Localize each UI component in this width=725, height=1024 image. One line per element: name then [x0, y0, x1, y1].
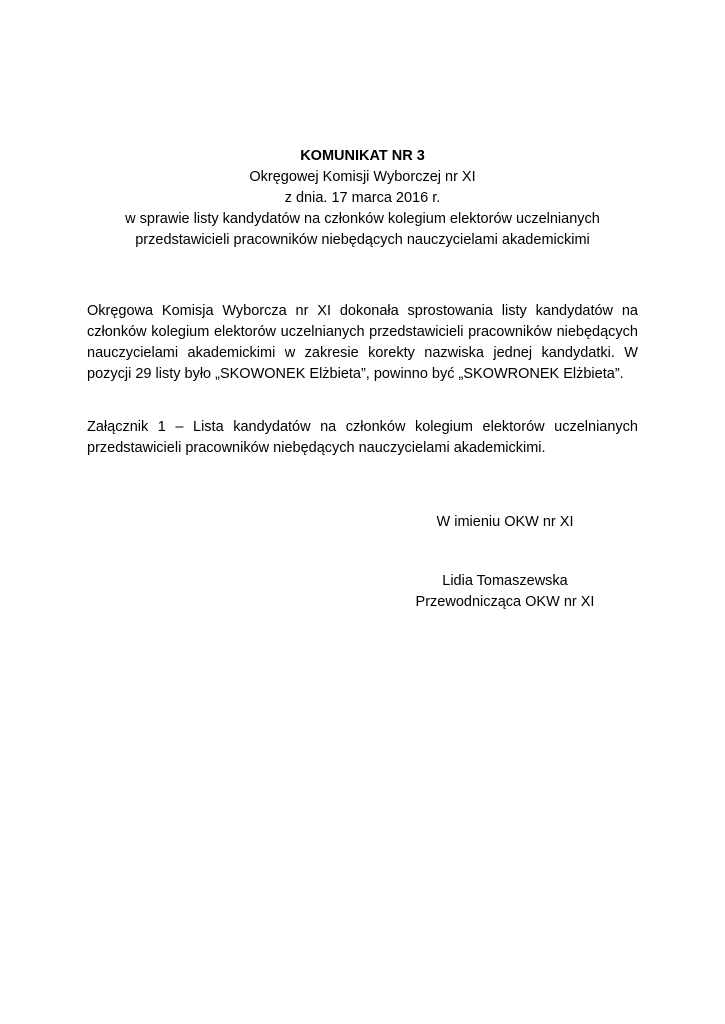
signature-block [400, 571, 610, 613]
signature-on-behalf: W imieniu OKW nr XI [436, 514, 574, 530]
body-paragraph-correction: Okręgowa Komisja Wyborcza nr XI dokonała sprostowania listy kandydatów na członków kolegium elektorów uczelnianych przedstawicieli pracowników niebędących nauczycielami akademickimi w zakresie korekty nazwiska jednej kandydatki. W pozycji 29 listy było „SKOWONEK Elżbieta”, powinno być „SKOWRONEK Elżbieta”. [87, 303, 638, 382]
document-header [0, 146, 725, 251]
body-paragraph-attachment: Załącznik 1 – Lista kandydatów na członków kolegium elektorów uczelnianych przedstawicieli pracowników niebędących nauczycielami akademickimi. [87, 419, 638, 456]
signatory-name: Lidia Tomaszewska [442, 573, 568, 589]
document-title: KOMUNIKAT NR 3 [300, 148, 425, 164]
subject-line-1: w sprawie listy kandydatów na członków kolegium elektorów uczelnianych [125, 211, 600, 227]
subject-line-2: przedstawicieli pracowników niebędących nauczycielami akademickimi [135, 232, 590, 248]
issuer-line: Okręgowej Komisji Wyborczej nr XI [249, 169, 476, 185]
signatory-role: Przewodnicząca OKW nr XI [415, 594, 595, 610]
date-line: z dnia. 17 marca 2016 r. [284, 190, 441, 206]
